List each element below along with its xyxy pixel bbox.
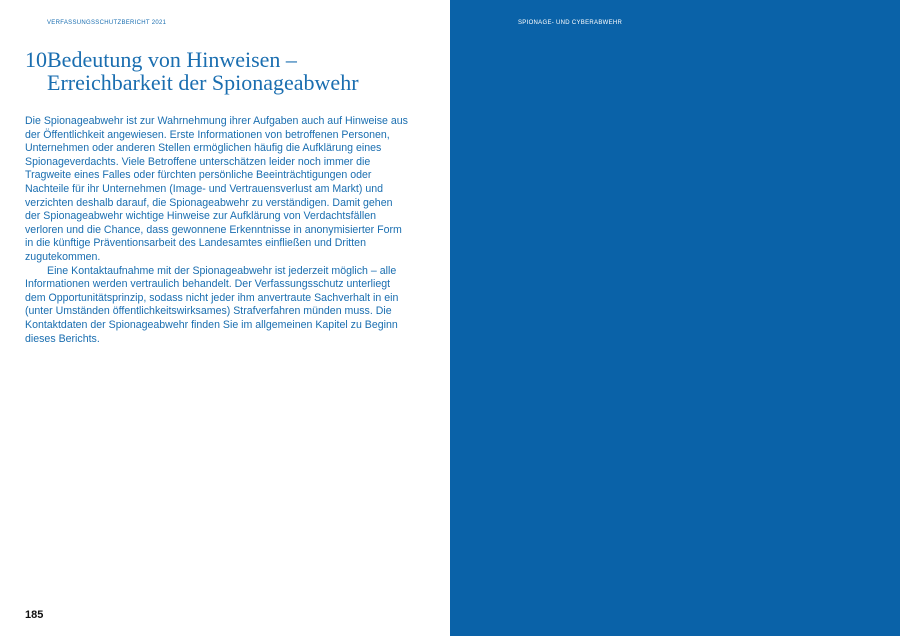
chapter-title <box>25 48 425 94</box>
running-head-right: SPIONAGE- UND CYBERABWEHR <box>518 20 623 26</box>
page-number: 185 <box>25 609 44 621</box>
body-text <box>25 115 410 346</box>
chapter-title-text-2: Erreichbarkeit der Spionageabwehr <box>47 70 359 95</box>
chapter-title-text-1: Bedeutung von Hinweisen – <box>47 47 297 72</box>
paragraph-1: Die Spionageabwehr ist zur Wahrnehmung ihrer Aufgaben auch auf Hinweise aus der Öffentlichkeit angewiesen. Erste Informationen von betroffenen Personen, Unternehmen oder anderen Stellen ermöglichen häufig die Aufklärung eines Spionageverdachts. Viele Betroffene unterschätzen leider noch immer die Tragweite eines Falles oder fürchten persönliche Beeinträchtigungen oder Nachteile für ihr Unternehmen (Image- und Vertrauensverlust am Markt) und verzichten deshalb darauf, die Spionageabwehr zu verständigen. Damit gehen der Spionageabwehr wichtige Hinweise zur Aufklärung von Verdachtsfällen verloren und die Chance, dass gewonnene Erkenntnisse in anonymisierter Form in die künftige Präventionsarbeit des Landesamtes einfließen und Dritten zugutekommen. <box>25 115 408 263</box>
chapter-title-line-1 <box>25 48 425 71</box>
right-page-blue-panel <box>450 0 900 636</box>
chapter-number: 10 <box>25 47 47 72</box>
running-head: VERFASSUNGSSCHUTZBERICHT 2021 <box>47 20 167 26</box>
paragraph-2: Eine Kontaktaufnahme mit der Spionageabwehr ist jederzeit möglich – alle Informationen werden vertraulich behandelt. Der Verfassungsschutz unterliegt dem Opportunitätsprinzip, sodass nicht jeder ihm anvertraute Sachverhalt in ein (unter Umständen öffentlichkeitswirksames) Strafverfahren münden muss. Die Kontaktdaten der Spionageabwehr finden Sie im allgemeinen Kapitel zu Beginn dieses Berichts. <box>25 264 399 345</box>
